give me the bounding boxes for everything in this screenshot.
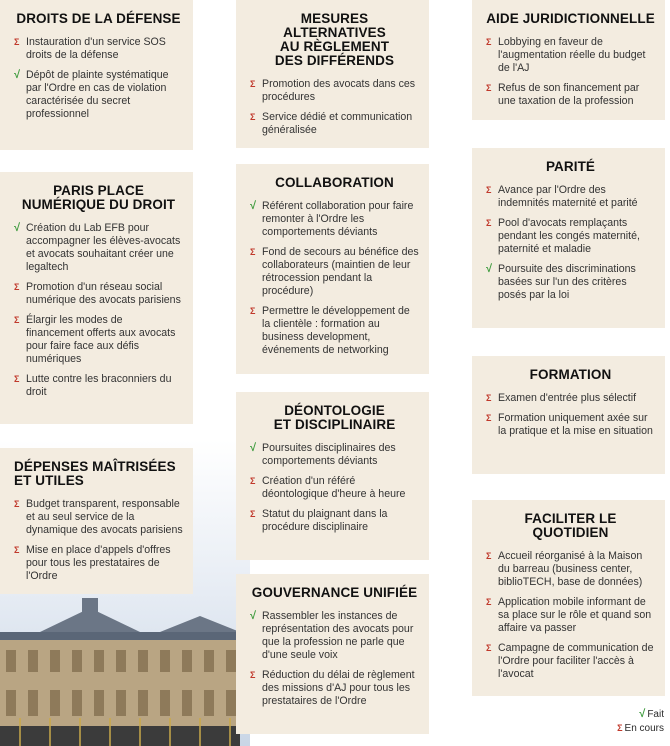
in-progress-icon: Σ xyxy=(250,476,256,486)
list-item: Σ Avance par l'Ordre des indemnités maternité et parité xyxy=(486,184,638,209)
list-item: Σ Instauration d'un service SOS droits de la défense xyxy=(14,36,166,61)
card-title: COLLABORATION xyxy=(275,175,394,190)
check-icon: √ xyxy=(486,263,493,275)
in-progress-icon: Σ xyxy=(14,282,20,292)
card-mesures-alternatives xyxy=(236,0,429,148)
in-progress-icon: Σ xyxy=(486,185,492,195)
list-item: Σ Mise en place d'appels d'offres pour tous les prestataires de l'Ordre xyxy=(14,544,171,582)
check-icon: √ xyxy=(250,200,257,212)
card-title: PARIS PLACE NUMÉRIQUE DU DROIT xyxy=(21,183,176,212)
in-progress-icon: Σ xyxy=(14,315,20,325)
in-progress-icon: Σ xyxy=(14,545,20,555)
check-icon: √ xyxy=(250,610,257,622)
list-item: Σ Refus de son financement par une taxation de la profession xyxy=(486,82,640,107)
list-item: Σ Accueil réorganisé à la Maison du barreau (business center, biblioTECH, base de données) xyxy=(486,550,643,588)
in-progress-icon: Σ xyxy=(250,112,256,122)
list-item: √ Dépôt de plainte systématique par l'Ordre en cas de violation caractérisée du secret professionnel xyxy=(14,69,169,120)
card-collaboration xyxy=(236,164,429,374)
in-progress-icon: Σ xyxy=(486,413,492,423)
card-title: PARITÉ xyxy=(545,159,596,174)
in-progress-icon: Σ xyxy=(486,393,492,403)
card-title: DÉONTOLOGIE ET DISCIPLINAIRE xyxy=(273,403,396,432)
card-title: FORMATION xyxy=(529,367,612,382)
list-item: Σ Réduction du délai de règlement des missions d'AJ pour tous les prestataires de l'Ordre xyxy=(250,669,415,707)
list-item: Σ Promotion des avocats dans ces procédures xyxy=(250,78,416,103)
in-progress-icon: Σ xyxy=(250,509,256,519)
card-droits-defense xyxy=(0,0,193,150)
list-item: √ Rassembler les instances de représentation des avocats pour que la profession ne parle que d'une seule voix xyxy=(250,610,414,661)
list-item: √ Création du Lab EFB pour accompagner les élèves-avocats et avocats souhaitant créer une legaltech xyxy=(14,222,181,273)
card-gouvernance-unifiee xyxy=(236,574,429,734)
card-depenses-maitrisees xyxy=(0,448,193,594)
in-progress-icon: Σ xyxy=(14,499,20,509)
list-item: Σ Campagne de communication de l'Ordre pour faciliter l'accès à l'avocat xyxy=(486,642,654,680)
in-progress-icon: Σ xyxy=(250,247,256,257)
card-parite xyxy=(472,148,665,328)
in-progress-icon: Σ xyxy=(14,37,20,47)
palais-de-justice-illustration xyxy=(0,598,240,746)
list-item: Σ Élargir les modes de financement offerts aux avocats pour faire face aux défis numériques xyxy=(14,314,176,365)
list-item: Σ Création d'un référé déontologique d'heure à heure xyxy=(250,475,406,500)
card-title: DROITS DE LA DÉFENSE xyxy=(16,11,181,26)
in-progress-icon: Σ xyxy=(486,83,492,93)
in-progress-icon: Σ xyxy=(486,37,492,47)
in-progress-icon: Σ xyxy=(250,79,256,89)
list-item: Σ Service dédié et communication généralisée xyxy=(250,111,413,136)
list-item: √ Poursuite des discriminations basées sur l'un des critères posés par la loi xyxy=(486,263,636,301)
in-progress-icon: Σ xyxy=(486,643,492,653)
card-title: GOUVERNANCE UNIFIÉE xyxy=(251,585,418,600)
card-formation xyxy=(472,356,665,474)
list-item: √ Référent collaboration pour faire remonter à l'Ordre les comportements déviants xyxy=(250,200,414,238)
legend-done: √ Fait xyxy=(639,708,664,720)
list-item: Σ Fond de secours au bénéfice des collaborateurs (maintien de leur rétrocession pendant la procédure) xyxy=(250,246,419,297)
list-item: Σ Lutte contre les braconniers du droit xyxy=(14,373,172,398)
list-item: Σ Statut du plaignant dans la procédure disciplinaire xyxy=(250,508,388,533)
in-progress-icon: Σ xyxy=(486,551,492,561)
card-title: MESURES ALTERNATIVES AU RÈGLEMENT DES DIFFÉRENDS xyxy=(274,11,395,68)
check-icon: √ xyxy=(639,708,646,720)
card-deontologie xyxy=(236,392,429,560)
list-item: Σ Examen d'entrée plus sélectif xyxy=(486,392,637,404)
card-faciliter-quotidien xyxy=(472,500,665,696)
list-item: Σ Promotion d'un réseau social numérique des avocats parisiens xyxy=(14,281,181,306)
legend xyxy=(617,708,664,736)
in-progress-icon: Σ xyxy=(617,723,623,733)
check-icon: √ xyxy=(14,222,21,234)
list-item: Σ Pool d'avocats remplaçants pendant les congés maternité, paternité et maladie xyxy=(486,217,640,255)
list-item: Σ Application mobile informant de sa place sur le rôle et quand son affaire va passer xyxy=(486,596,652,634)
card-paris-place-numerique xyxy=(0,172,193,424)
card-title: FACILITER LE QUOTIDIEN xyxy=(524,511,617,540)
in-progress-icon: Σ xyxy=(14,374,20,384)
in-progress-icon: Σ xyxy=(486,597,492,607)
check-icon: √ xyxy=(14,69,21,81)
list-item: Σ Lobbying en faveur de l'augmentation réelle du budget de l'AJ xyxy=(486,36,646,74)
in-progress-icon: Σ xyxy=(250,306,256,316)
list-item: Σ Permettre le développement de la clientèle : formation au business development, événements de networking xyxy=(250,305,410,356)
in-progress-icon: Σ xyxy=(486,218,492,228)
card-title: DÉPENSES MAÎTRISÉES ET UTILES xyxy=(14,459,176,488)
card-aide-juridictionnelle xyxy=(472,0,665,120)
list-item: √ Poursuites disciplinaires des comportements déviants xyxy=(250,442,396,467)
legend-in-progress: Σ En cours xyxy=(617,723,664,734)
check-icon: √ xyxy=(250,442,257,454)
card-title: AIDE JURIDICTIONNELLE xyxy=(486,11,655,26)
in-progress-icon: Σ xyxy=(250,670,256,680)
list-item: Σ Budget transparent, responsable et au seul service de la dynamique des avocats parisiens xyxy=(14,498,183,536)
list-item: Σ Formation uniquement axée sur la pratique et la mise en situation xyxy=(486,412,653,437)
